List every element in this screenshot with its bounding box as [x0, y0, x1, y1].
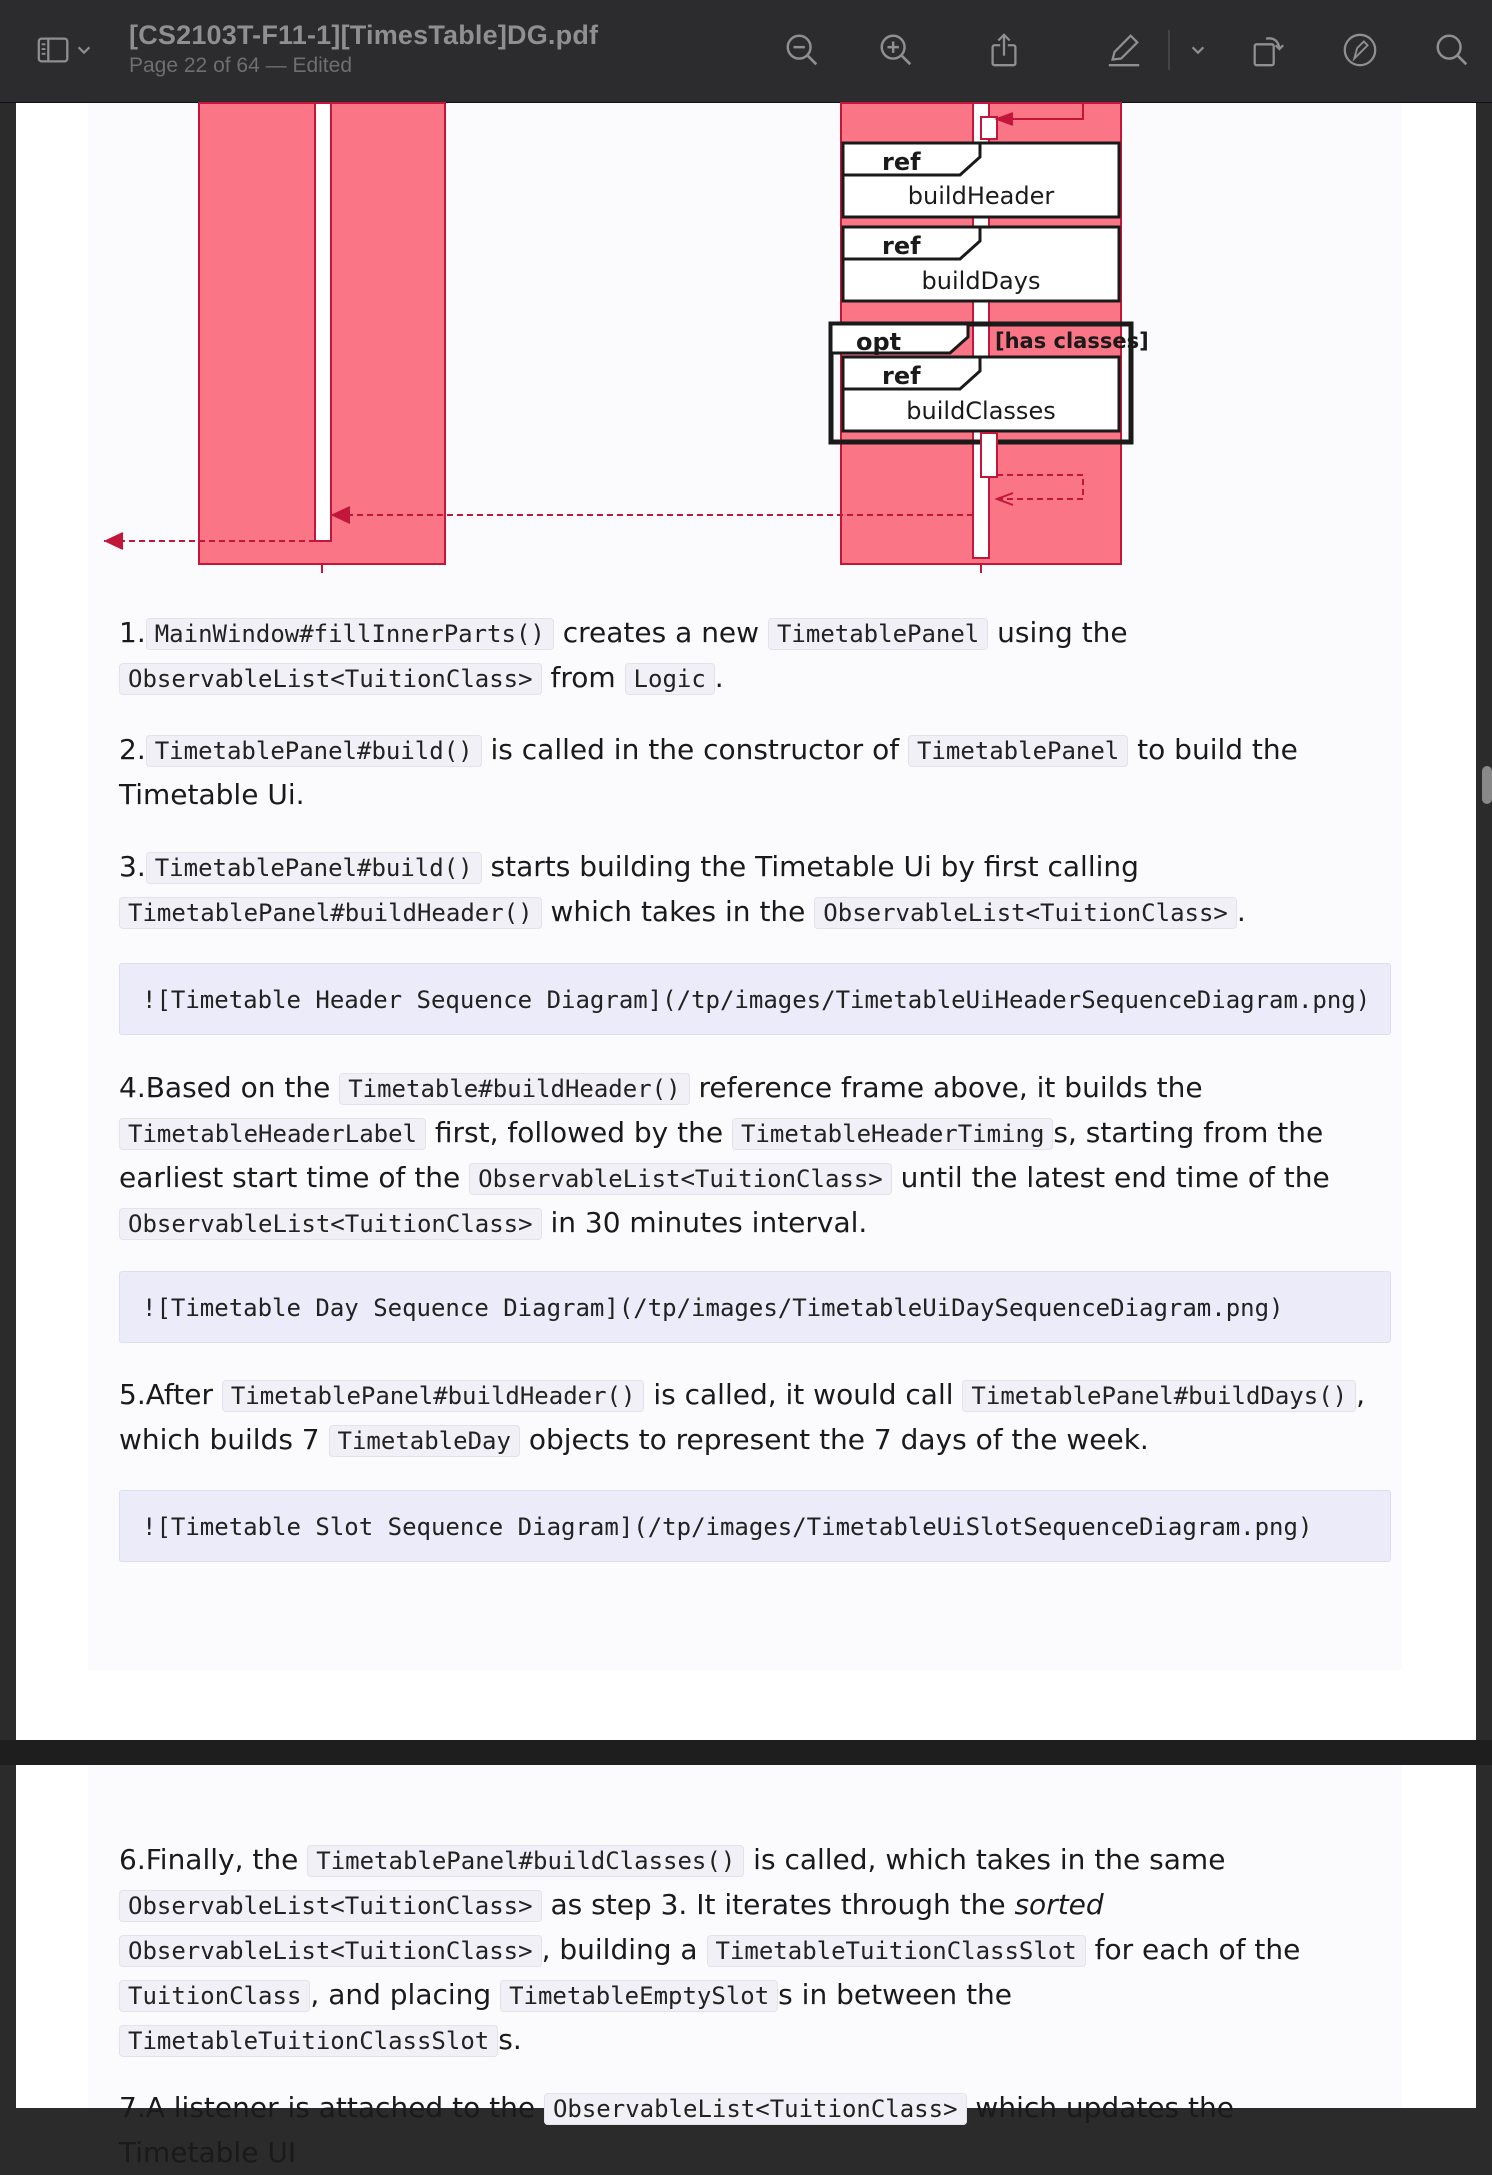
- inline-code: TimetableDay: [329, 1425, 520, 1457]
- code-block: ![Timetable Day Sequence Diagram](/tp/images/TimetableUiDaySequenceDiagram.png): [119, 1271, 1391, 1343]
- markup-pen-icon[interactable]: [1100, 26, 1148, 74]
- inline-code: Logic: [625, 663, 715, 695]
- inline-code: TimetableTuitionClassSlot: [707, 1935, 1086, 1967]
- inline-code: TimetablePanel#buildHeader(): [222, 1380, 645, 1412]
- inline-code: ObservableList<TuitionClass>: [119, 1890, 542, 1922]
- page-gap: [0, 1740, 1492, 1765]
- step-4: 4.Based on the Timetable#buildHeader() reference frame above, it builds the TimetableHeaderLabel first, followed by the TimetableHeaderTiming s, starting from the earliest start time of the ObservableList<TuitionClass> until the latest end time of the ObservableList<TuitionClass> in 30 minutes interval.: [119, 1071, 1330, 1239]
- opt-label: opt: [856, 328, 902, 356]
- inline-code: ObservableList<TuitionClass>: [119, 1208, 542, 1240]
- chevron-down-icon[interactable]: [72, 26, 96, 74]
- sidebar-icon[interactable]: [30, 26, 78, 74]
- inline-code: TimetablePanel#buildHeader(): [119, 897, 542, 929]
- ref-label: ref: [882, 362, 921, 390]
- inline-code: TimetablePanel: [908, 735, 1128, 767]
- inline-code: TimetableTuitionClassSlot: [119, 2025, 498, 2057]
- inline-code: ObservableList<TuitionClass>: [119, 663, 542, 695]
- rotate-icon[interactable]: [1244, 26, 1292, 74]
- code-block: ![Timetable Header Sequence Diagram](/tp/images/TimetableUiHeaderSequenceDiagram.png): [119, 963, 1391, 1035]
- chevron-down-icon[interactable]: [1186, 26, 1210, 74]
- step-1: 1. MainWindow#fillInnerParts() creates a new TimetablePanel using the ObservableList<TuitionClass> from Logic .: [119, 616, 1128, 694]
- pdf-page: [16, 103, 1476, 1740]
- toolbar: [0, 0, 1492, 103]
- inline-code: MainWindow#fillInnerParts(): [146, 618, 554, 650]
- inline-code: ObservableList<TuitionClass>: [469, 1163, 892, 1195]
- ref-label: ref: [882, 232, 921, 260]
- inline-code: TimetableHeaderLabel: [119, 1118, 426, 1150]
- pdf-page: [16, 1765, 1476, 2169]
- inline-code: TimetableHeaderTiming: [732, 1118, 1053, 1150]
- step-6: 6.Finally, the TimetablePanel#buildClasses() is called, which takes in the same ObservableList<TuitionClass> as step 3. It iterates through the sorted ObservableList<TuitionClass> , building a TimetableTuitionClassSlot for each of the TuitionClass , and placing TimetableEmptySlot s in between the TimetableTuitionClassSlot s.: [119, 1843, 1301, 2056]
- inline-code: ObservableList<TuitionClass>: [814, 897, 1237, 929]
- step-3: 3. TimetablePanel#build() starts building the Timetable Ui by first calling TimetablePanel#buildHeader() which takes in the ObservableList<TuitionClass> .: [119, 850, 1246, 928]
- markup-circle-icon[interactable]: [1336, 26, 1384, 74]
- step-2: 2. TimetablePanel#build() is called in the constructor of TimetablePanel to build the Timetable Ui.: [119, 733, 1298, 811]
- ref-name-buildclasses: buildClasses: [906, 397, 1056, 425]
- inline-code: TimetablePanel#buildClasses(): [307, 1845, 744, 1877]
- toolbar-separator: [1168, 30, 1170, 70]
- zoom-in-icon[interactable]: [872, 26, 920, 74]
- inline-code: TimetablePanel#buildDays(): [962, 1380, 1356, 1412]
- scrollbar-thumb[interactable]: [1482, 766, 1492, 804]
- inline-code: TimetableEmptySlot: [500, 1980, 778, 2012]
- inline-code: TuitionClass: [119, 1980, 310, 2012]
- share-icon[interactable]: [980, 26, 1028, 74]
- inline-code: ObservableList<TuitionClass>: [119, 1935, 542, 1967]
- ref-name-buildheader: buildHeader: [907, 182, 1055, 210]
- code-block: ![Timetable Slot Sequence Diagram](/tp/images/TimetableUiSlotSequenceDiagram.png): [119, 1490, 1391, 1562]
- inline-code: ObservableList<TuitionClass>: [544, 2093, 967, 2125]
- document-title: [CS2103T-F11-1][TimesTable]DG.pdf: [129, 20, 599, 50]
- inline-code: Timetable#buildHeader(): [339, 1073, 689, 1105]
- inline-code: TimetablePanel#build(): [146, 735, 482, 767]
- inline-code: TimetablePanel#build(): [146, 852, 482, 884]
- page-content: [88, 1765, 1402, 2169]
- step-5: 5.After TimetablePanel#buildHeader() is called, it would call TimetablePanel#buildDays() , which builds 7 TimetableDay objects to represent the 7 days of the week.: [119, 1378, 1366, 1456]
- search-icon[interactable]: [1428, 26, 1476, 74]
- sequence-diagram: [88, 103, 1402, 583]
- step-7: 7.A listener is attached to the ObservableList<TuitionClass> which updates the Timetable UI: [119, 2091, 1234, 2169]
- opt-guard: [has classes]: [995, 329, 1149, 353]
- ref-name-builddays: buildDays: [921, 267, 1041, 295]
- zoom-out-icon[interactable]: [778, 26, 826, 74]
- inline-code: TimetablePanel: [768, 618, 988, 650]
- ref-label: ref: [882, 148, 921, 176]
- page-status: Page 22 of 64 — Edited: [129, 54, 352, 77]
- page-content: [88, 103, 1402, 1670]
